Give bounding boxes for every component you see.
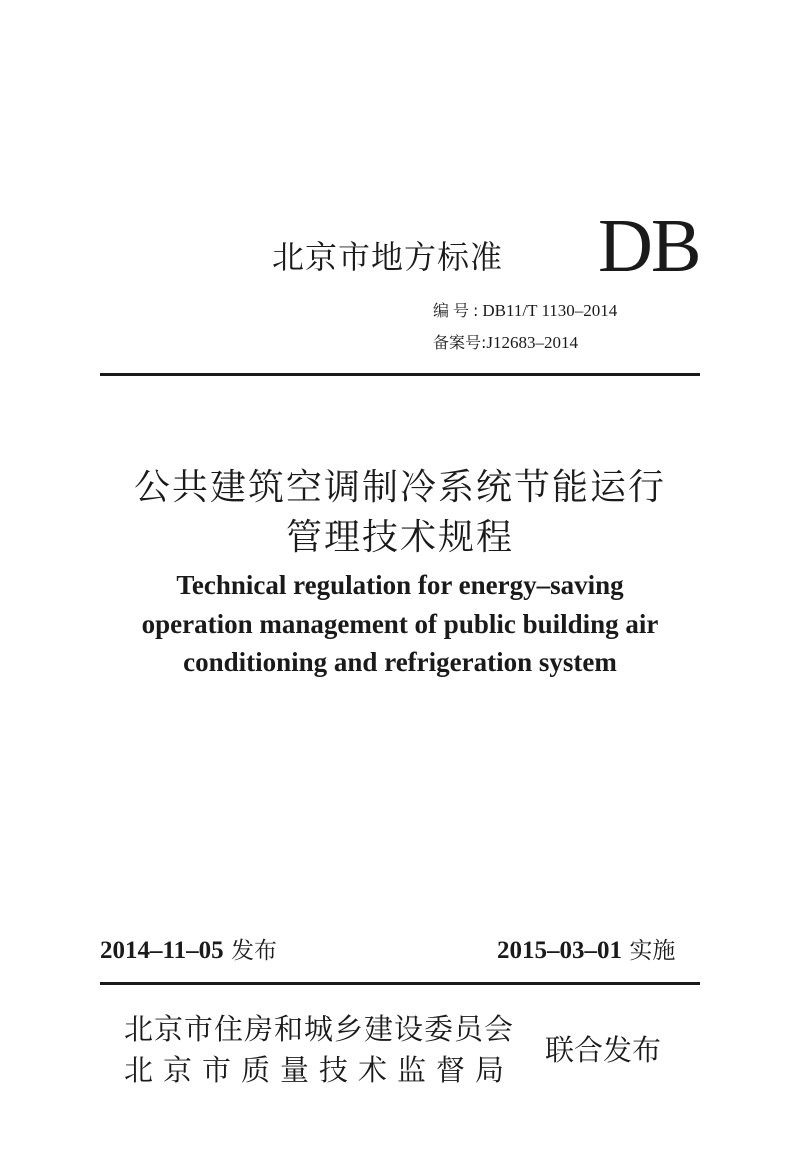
implement-date [497,932,675,965]
chinese-title-line-1: 公共建筑空调制冷系统节能运行 [133,467,666,508]
record-number-value: J12683–2014 [486,333,579,352]
record-number-label: 备案号: [433,333,487,352]
issue-date [100,932,277,965]
top-divider [100,373,700,376]
issuer-line-2: 北京市质量技术监督局 [124,1053,515,1087]
db-mark: DB [598,204,700,288]
issue-date-value: 2014–11–05 [100,937,224,964]
english-title-line-1: Technical regulation for energy–saving [176,570,624,600]
chinese-title-line-2: 管理技术规程 [285,517,514,558]
standard-code-label: 编号: [433,301,483,320]
english-title-line-2: operation management of public building air [141,609,659,639]
issue-date-word: 发布 [230,938,277,964]
implement-date-value: 2015–03–01 [497,937,622,964]
implement-date-word: 实施 [629,938,676,964]
joint-issue-label: 联合发布 [545,1033,662,1067]
issuer-line-1: 北京市住房和城乡建设委员会 [124,1012,515,1046]
standard-code-value: DB11/T 1130–2014 [482,301,618,320]
english-title-line-3: conditioning and refrigeration system [183,647,617,677]
standard-code [433,298,617,321]
bottom-divider [100,982,700,985]
record-number [433,330,578,353]
standard-type-title: 北京市地方标准 [272,238,504,276]
